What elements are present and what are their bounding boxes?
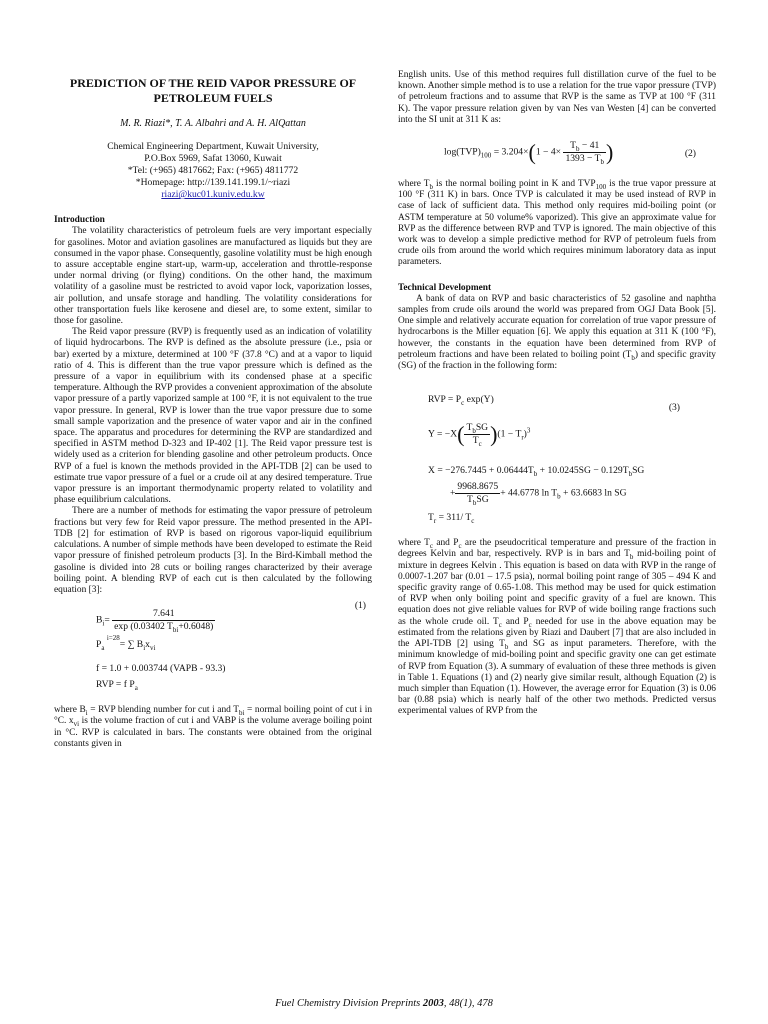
right-paragraph-2: where $T_b$ is the normal boiling point in K and $TVP_{100}$ is the true vapor pressure at 100 °F (311 K) in bars. Once TVP is calculated it may be used instead of RVP in case of lack of sufficient data. This method only requires mid-boiling point (or ASTM temperature at 50 volume% vaporized). This give an approximate value for RVP as the difference between RVP and TVP is ignored. The main objective of this work was to develop a simple predictive method for RVP of petroleum fuels from crude oils from around the world which requires minimum laboratory data as input parameters. bbox=[398, 179, 716, 268]
intro-paragraph-2: The Reid vapor pressure (RVP) is frequently used as an indication of volatility of liquid hydrocarbons. The RVP is defined as the absolute pressure (i.e., psia or bar) exerted by a mixture, determined at 100 °F (37.8 °C) and at a vapor to liquid ratio of 4. This is different than the true vapor pressure which is defined as the pressure of a vapor in equilibrium with its condensed phase at a specific temperature. Although the RVP provides a convenient approximation of the absolute vapor pressure of a partly vaporized sample at 100 °F, it is not equivalent to the true vapor pressure. In general, RVP is lower than the true vapor pressure due to some small sample vaporization and the presence of water vapor and air in the confined space. The apparatus and procedures for determining the RVP are standardized and specified in ASTM method D-323 and IP-402 [1]. The Reid vapor pressure test is widely used as a criterion for blending gasoline and other petroleum products. Once RVP of a fuel is known the methods provided in the API-TDB [2] can be used to estimate true vapor pressure of a fuel or a crude oil at any desired temperature. True vapor pressure is an important thermodynamic property related to volatility and phase equilibrium calculations. bbox=[54, 327, 372, 506]
paper-title: PREDICTION OF THE REID VAPOR PRESSURE OF PETROLEUM FUELS bbox=[69, 76, 357, 105]
equation-3 bbox=[428, 394, 716, 524]
affiliation-line: *Homepage: http://139.141.199.1/~riazi bbox=[135, 177, 291, 189]
footer-journal: Fuel Chemistry Division Preprints bbox=[275, 998, 421, 1009]
affiliation-line: P.O.Box 5969, Safat 13060, Kuwait bbox=[144, 153, 282, 165]
intro-paragraph-1: The volatility characteristics of petroleum fuels are very important especially for gasolines. Motor and aviation gasolines are manufactured as liquids but they are consumed in the vapor phase. Consequently, gasoline volatility must be high enough to assure acceptable engine start-up, warm-up, acceleration and throttle-response under normal driving (or flying) conditions. On the other hand, the maximum volatility of a gasoline must be restricted to avoid vapor lock, vaporization losses, air pollution, and unsafe storage and handling. The volatility considerations for other transportation fuels like kerosene and diesel are, to some extent, similar to those for gasoline. bbox=[54, 226, 372, 327]
affiliation-line: *Tel: (+965) 4817662; Fax: (+965) 4811772 bbox=[127, 165, 299, 177]
equation-3-rvp: RVP = $P_c$ exp(Y) bbox=[428, 394, 494, 408]
right-paragraph-4: where $T_c$ and $P_c$ are the pseudocritical temperature and pressure of the fraction in degrees Kelvin and bar, respectively. RVP is in bars and $T_b$ mid-boiling point of mixture in degrees Kelvin . This equation is based on data with RVP in the range of 0.0007-1.207 bar (0.01 – 17.5 psia), normal boiling point range of 305 – 494 K and specific gravity range of 0.65-1.08. This method may be used for quick estimation of RVP when only boiling point and specific gravity of a fuel are known. This equation does not give reliable values for RVP of wide boiling range fractions such as the whole crude oil. $T_c$ and $P_c$ needed for use in the above equation may be estimated from the relations given by Riazi and Daubert [7] that are also included in the API-TDB [2] using $T_b$ and SG as input parameters. Therefore, with the minimum knowledge of mid-boiling point and specific gravity one can get estimate of RVP from Equation (3). A summary of evaluation of these three methods is given in Table 1. Equations (1) and (2) nearly give similar result, although Equation (2) is much simpler than Equation (1). However, the average error for Equation (3) is 0.06 bar (0.88 psia) which is nearly half of the other two methods. Predicted versus experimental values of RVP from the bbox=[398, 538, 717, 717]
page-footer bbox=[0, 998, 768, 1009]
equation-1-number: (1) bbox=[354, 600, 366, 612]
email-link[interactable]: riazi@kuc01.kuniv.edu.kw bbox=[161, 189, 265, 201]
equation-1 bbox=[96, 600, 372, 693]
equation-1-rvp: RVP = f $P_a$ bbox=[96, 679, 138, 693]
equation-2-number: (2) bbox=[684, 148, 696, 160]
equation-3-x: $X = -276.7445 + 0.06444T_b + 10.0245SG - 0.129T_bSG$ bbox=[428, 465, 645, 479]
equation-2: $\log(TVP)_{100} = 3.204\times(1 - 4\times$ $\frac{T_b - 41}{1393 - T_b}$ ) (2) bbox=[444, 139, 696, 166]
equation-3-tr: $T_r = 311/$ $T_c$ bbox=[428, 512, 475, 526]
equation-1-pa: $P_a$ $^{i=28}$= ∑ $B_ix_{vi}$ (1) bbox=[96, 600, 366, 653]
technical-development-heading: Technical Development bbox=[398, 282, 492, 293]
equation-3-y: Y = −X( $\frac{T_bSG}{T_c}$ )$(1 - T_r)^3$ (3) bbox=[428, 402, 680, 449]
affiliation bbox=[54, 141, 372, 201]
left-column bbox=[54, 70, 372, 750]
intro-paragraph-4: where $B_i$ = RVP blending number for cut i and $T_{bi}$ = normal boiling point of cut i in °C. $x_{vi}$ is the volume fraction of cut i and VABP is the volume average boiling point in °C. RVP is calculated in bars. The constants were obtained from the original constants given in bbox=[54, 705, 373, 749]
affiliation-line: Chemical Engineering Department, Kuwait University, bbox=[107, 141, 319, 153]
paper-authors: M. R. Riazi*, T. A. Albahri and A. H. AlQattan bbox=[120, 118, 306, 129]
equation-3-number: (3) bbox=[668, 402, 680, 414]
right-paragraph-1: English units. Use of this method requires full distillation curve of the fuel to be known. Another simple method is to use a relation for the true vapor pressure (TVP) of petroleum fractions and to assume that RVP is the same as TVP at 100 °F (311 K). The vapor pressure relation given by van Nes van Westen [4] can be converted into the SI unit at 311 K as: bbox=[398, 70, 716, 125]
footer-volume: , 48(1), 478 bbox=[443, 998, 493, 1009]
right-paragraph-3: A bank of data on RVP and basic characteristics of 52 gasoline and naphtha samples from crude oils around the world was prepared from OGJ Data Book [5]. One simple and relatively accurate equation for correlation of true vapor pressure of hydrocarbons is the Miller equation [6]. We apply this equation at 311 K (100 °F), however, the constants in the equation have been determined from RVP of petroleum fractions and have been related to boiling point $(T_b)$ and specific gravity (SG) of the fraction in the following form: bbox=[398, 293, 716, 372]
footer-year: 2003 bbox=[422, 998, 444, 1009]
introduction-heading: Introduction bbox=[54, 215, 105, 226]
equation-1-bi: $B_i=$ $\frac{7.641}{\exp (0.03402 T_{bi}+0.6048)}$ bbox=[96, 608, 214, 635]
equation-3-x-cont: + $\frac{9968.8675}{T_bSG}$ + 44.6778 $\ln T_b + 63.6683$ ln SG bbox=[450, 481, 627, 508]
intro-paragraph-3: There are a number of methods for estimating the vapor pressure of petroleum fractions but very few for Reid vapor pressure. The method presented in the API-TDB [2] for estimation of RVP is based on rigorous vapor-liquid equilibrium calculations. A number of simple methods have been developed to estimate the Reid vapor pressure of finished petroleum products [3]. In the Bird-Kimball method the gasoline is divided into 28 cuts or boiling ranges characterized by their average boiling point. A blending RVP of each cut is then calculated by the following equation [3]: bbox=[54, 506, 372, 595]
right-column bbox=[398, 70, 716, 718]
equation-1-f: f = 1.0 + 0.003744 (VAPB - 93.3) bbox=[96, 663, 226, 675]
